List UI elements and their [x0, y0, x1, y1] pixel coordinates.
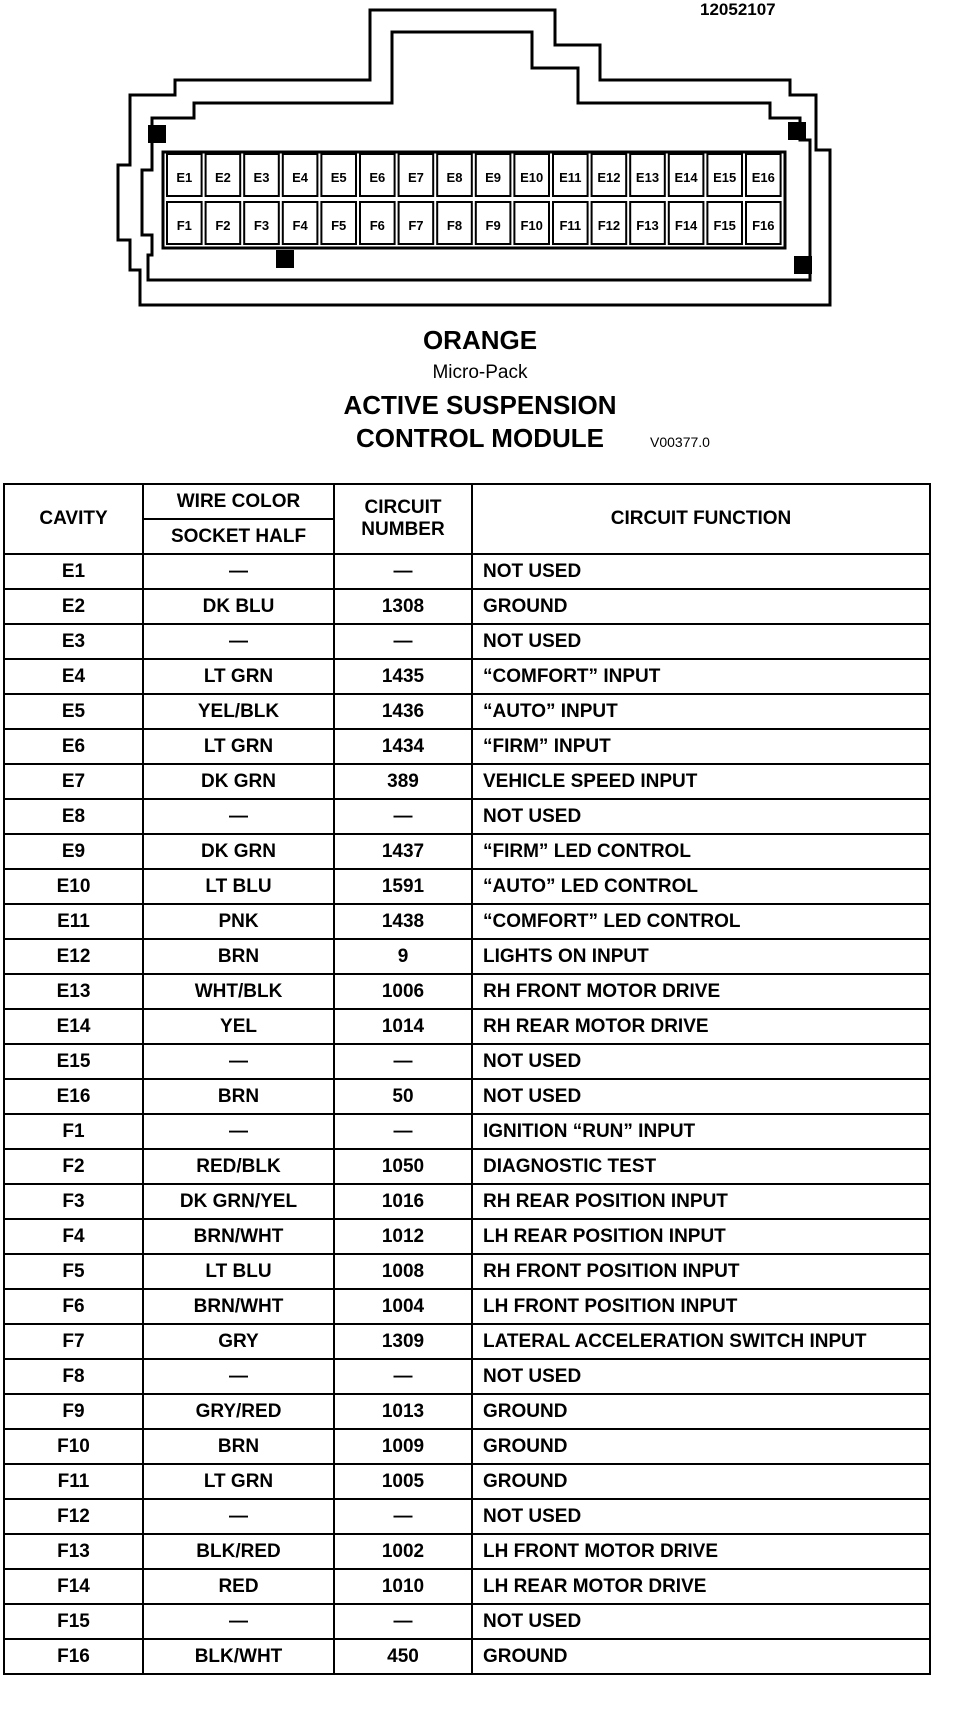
- cavity-grid: [167, 154, 781, 244]
- table-row: [4, 974, 930, 1009]
- cell-cavity: E12: [4, 939, 143, 974]
- cavity-label: E5: [330, 170, 347, 185]
- cavity-label: E8: [446, 170, 463, 185]
- cell-circuit-function: NOT USED: [472, 1079, 930, 1114]
- cell-wire-color: PNK: [143, 904, 334, 939]
- cell-wire-color: LT GRN: [143, 729, 334, 764]
- cell-cavity: F11: [4, 1464, 143, 1499]
- cell-circuit-number: 1308: [334, 589, 472, 624]
- cell-wire-color: RED/BLK: [143, 1149, 334, 1184]
- cell-cavity: E10: [4, 869, 143, 904]
- cell-circuit-function: “COMFORT” LED CONTROL: [472, 904, 930, 939]
- table-row: [4, 1149, 930, 1184]
- cell-circuit-function: “AUTO” INPUT: [472, 694, 930, 729]
- table-row: [4, 1079, 930, 1114]
- cell-circuit-number: 1016: [334, 1184, 472, 1219]
- cavity-label: E3: [253, 170, 270, 185]
- connector-face-diagram: [0, 0, 960, 320]
- cell-cavity: E16: [4, 1079, 143, 1114]
- cell-wire-color: DK GRN/YEL: [143, 1184, 334, 1219]
- cell-circuit-function: GROUND: [472, 1464, 930, 1499]
- cell-wire-color: BLK/WHT: [143, 1639, 334, 1674]
- cell-wire-color: —: [143, 1604, 334, 1639]
- cell-cavity: F5: [4, 1254, 143, 1289]
- cell-wire-color: DK GRN: [143, 764, 334, 799]
- table-row: [4, 624, 930, 659]
- part-number: 12052107: [700, 0, 776, 19]
- cavity-label: F1: [176, 218, 192, 233]
- table-row: [4, 1639, 930, 1674]
- cavity-label: F3: [253, 218, 270, 233]
- cell-wire-color: —: [143, 1114, 334, 1149]
- cell-cavity: F8: [4, 1359, 143, 1394]
- table-row: [4, 1009, 930, 1044]
- cavity-label: F11: [559, 218, 582, 233]
- cell-circuit-number: 1435: [334, 659, 472, 694]
- cell-circuit-number: —: [334, 1044, 472, 1079]
- cell-circuit-number: 1050: [334, 1149, 472, 1184]
- cell-wire-color: BRN: [143, 939, 334, 974]
- cavity-label: F16: [752, 218, 775, 233]
- cell-cavity: F9: [4, 1394, 143, 1429]
- cell-cavity: F16: [4, 1639, 143, 1674]
- cell-cavity: F14: [4, 1569, 143, 1604]
- cell-circuit-number: 1309: [334, 1324, 472, 1359]
- cell-cavity: F1: [4, 1114, 143, 1149]
- cavity-label: E6: [369, 170, 386, 185]
- cell-circuit-function: “FIRM” LED CONTROL: [472, 834, 930, 869]
- cell-circuit-function: RH REAR POSITION INPUT: [472, 1184, 930, 1219]
- cell-circuit-number: 1008: [334, 1254, 472, 1289]
- cell-circuit-function: DIAGNOSTIC TEST: [472, 1149, 930, 1184]
- table-row: [4, 1604, 930, 1639]
- cell-circuit-function: LH REAR POSITION INPUT: [472, 1219, 930, 1254]
- table-row: [4, 869, 930, 904]
- cavity-label: E10: [520, 170, 544, 185]
- cell-wire-color: —: [143, 1359, 334, 1394]
- cavity-label: E2: [214, 170, 231, 185]
- cell-cavity: E1: [4, 554, 143, 589]
- cell-circuit-function: NOT USED: [472, 1604, 930, 1639]
- cell-circuit-function: GROUND: [472, 589, 930, 624]
- cell-circuit-function: RH FRONT POSITION INPUT: [472, 1254, 930, 1289]
- cavity-label: F14: [674, 218, 698, 233]
- table-row: [4, 764, 930, 799]
- table-row: [4, 1464, 930, 1499]
- table-row: [4, 1534, 930, 1569]
- cell-circuit-function: NOT USED: [472, 1359, 930, 1394]
- cell-circuit-number: 389: [334, 764, 472, 799]
- cell-cavity: E14: [4, 1009, 143, 1044]
- cell-circuit-function: LH FRONT POSITION INPUT: [472, 1289, 930, 1324]
- cavity-label: F7: [408, 218, 424, 233]
- cell-circuit-function: NOT USED: [472, 624, 930, 659]
- cavity-label: F12: [597, 218, 621, 233]
- cell-wire-color: —: [143, 799, 334, 834]
- cell-circuit-number: 1438: [334, 904, 472, 939]
- table-row: [4, 1289, 930, 1324]
- cell-circuit-function: NOT USED: [472, 1499, 930, 1534]
- cell-circuit-function: “AUTO” LED CONTROL: [472, 869, 930, 904]
- table-row: [4, 729, 930, 764]
- table-row: [4, 1219, 930, 1254]
- table-row: [4, 659, 930, 694]
- cell-wire-color: DK GRN: [143, 834, 334, 869]
- cell-circuit-function: NOT USED: [472, 1044, 930, 1079]
- table-row: [4, 1429, 930, 1464]
- cell-circuit-function: LH REAR MOTOR DRIVE: [472, 1569, 930, 1604]
- table-row: [4, 904, 930, 939]
- cavity-label: F2: [215, 218, 231, 233]
- cell-circuit-number: 1009: [334, 1429, 472, 1464]
- cavity-label: F10: [520, 218, 543, 233]
- cavity-label: E16: [751, 170, 775, 185]
- cell-cavity: F4: [4, 1219, 143, 1254]
- cell-wire-color: GRY/RED: [143, 1394, 334, 1429]
- header-wire-color: WIRE COLOR: [143, 484, 334, 519]
- key-square-top-left: [148, 125, 166, 143]
- cell-wire-color: LT BLU: [143, 1254, 334, 1289]
- header-circuit-function: CIRCUIT FUNCTION: [472, 484, 930, 554]
- cell-circuit-function: RH FRONT MOTOR DRIVE: [472, 974, 930, 1009]
- table-row: [4, 1394, 930, 1429]
- cell-cavity: E4: [4, 659, 143, 694]
- table-row: [4, 1254, 930, 1289]
- cell-cavity: E7: [4, 764, 143, 799]
- pinout-table-body: [4, 554, 930, 1674]
- module-name-line1: ACTIVE SUSPENSION: [343, 390, 617, 420]
- cell-wire-color: BLK/RED: [143, 1534, 334, 1569]
- connector-housing: [118, 10, 830, 305]
- cell-wire-color: —: [143, 624, 334, 659]
- table-row: [4, 589, 930, 624]
- document-code: V00377.0: [650, 434, 710, 450]
- cell-cavity: F15: [4, 1604, 143, 1639]
- cell-circuit-number: —: [334, 1499, 472, 1534]
- cell-circuit-number: 1010: [334, 1569, 472, 1604]
- table-row: [4, 1499, 930, 1534]
- cell-wire-color: RED: [143, 1569, 334, 1604]
- cell-circuit-function: RH REAR MOTOR DRIVE: [472, 1009, 930, 1044]
- cell-circuit-number: 1004: [334, 1289, 472, 1324]
- cell-circuit-function: IGNITION “RUN” INPUT: [472, 1114, 930, 1149]
- cell-wire-color: GRY: [143, 1324, 334, 1359]
- table-row: [4, 939, 930, 974]
- connector-type: Micro-Pack: [432, 362, 528, 383]
- cell-circuit-number: 9: [334, 939, 472, 974]
- cell-circuit-number: 1013: [334, 1394, 472, 1429]
- cell-wire-color: —: [143, 554, 334, 589]
- table-row: [4, 1044, 930, 1079]
- cavity-label: F6: [369, 218, 385, 233]
- cell-cavity: E6: [4, 729, 143, 764]
- cell-circuit-function: VEHICLE SPEED INPUT: [472, 764, 930, 799]
- cell-circuit-number: 1436: [334, 694, 472, 729]
- table-row: [4, 799, 930, 834]
- cavity-label: E4: [292, 170, 309, 185]
- cell-wire-color: LT GRN: [143, 659, 334, 694]
- cell-cavity: F2: [4, 1149, 143, 1184]
- cell-cavity: E11: [4, 904, 143, 939]
- cell-circuit-function: LIGHTS ON INPUT: [472, 939, 930, 974]
- cell-circuit-number: 1012: [334, 1219, 472, 1254]
- header-circuit-number: CIRCUIT NUMBER: [334, 484, 472, 554]
- cavity-label: E13: [635, 170, 660, 185]
- cell-cavity: E5: [4, 694, 143, 729]
- cell-cavity: F12: [4, 1499, 143, 1534]
- cell-wire-color: BRN/WHT: [143, 1219, 334, 1254]
- table-row: [4, 834, 930, 869]
- cell-circuit-number: —: [334, 799, 472, 834]
- header-cavity: CAVITY: [4, 484, 143, 554]
- header-socket-half: SOCKET HALF: [143, 519, 334, 554]
- cavity-label: F13: [636, 218, 659, 233]
- cell-circuit-number: —: [334, 624, 472, 659]
- cell-cavity: E8: [4, 799, 143, 834]
- cell-cavity: E15: [4, 1044, 143, 1079]
- cell-cavity: F13: [4, 1534, 143, 1569]
- cell-wire-color: LT BLU: [143, 869, 334, 904]
- key-square-top-right: [788, 122, 806, 140]
- cell-circuit-number: 1006: [334, 974, 472, 1009]
- cell-wire-color: DK BLU: [143, 589, 334, 624]
- cell-circuit-number: 1434: [334, 729, 472, 764]
- cell-circuit-number: —: [334, 1114, 472, 1149]
- table-row: [4, 1114, 930, 1149]
- cell-cavity: F7: [4, 1324, 143, 1359]
- table-row: [4, 1359, 930, 1394]
- cavity-label: F9: [485, 218, 501, 233]
- cell-wire-color: —: [143, 1499, 334, 1534]
- cavity-label: F4: [292, 218, 308, 233]
- cell-circuit-number: 1591: [334, 869, 472, 904]
- table-row: [4, 1324, 930, 1359]
- cavity-label: E15: [713, 170, 737, 185]
- cavity-label: E14: [674, 170, 698, 185]
- cell-wire-color: YEL/BLK: [143, 694, 334, 729]
- table-header-row: [4, 484, 930, 519]
- cavity-label: E7: [407, 170, 424, 185]
- cell-wire-color: YEL: [143, 1009, 334, 1044]
- cell-circuit-function: NOT USED: [472, 554, 930, 589]
- cell-circuit-number: 50: [334, 1079, 472, 1114]
- cavity-label: E12: [597, 170, 621, 185]
- cell-circuit-number: 1014: [334, 1009, 472, 1044]
- connector-color: ORANGE: [422, 325, 538, 355]
- cell-wire-color: BRN/WHT: [143, 1289, 334, 1324]
- cell-circuit-number: —: [334, 554, 472, 589]
- cavity-label: F15: [713, 218, 736, 233]
- key-square-bottom-right: [794, 256, 812, 274]
- cell-cavity: E2: [4, 589, 143, 624]
- cell-cavity: E9: [4, 834, 143, 869]
- cell-cavity: F3: [4, 1184, 143, 1219]
- cell-cavity: F10: [4, 1429, 143, 1464]
- cell-circuit-function: “FIRM” INPUT: [472, 729, 930, 764]
- cell-circuit-number: —: [334, 1359, 472, 1394]
- cell-wire-color: WHT/BLK: [143, 974, 334, 1009]
- table-row: [4, 694, 930, 729]
- cavity-grid-frame: [163, 152, 785, 248]
- cavity-label: F8: [446, 218, 463, 233]
- cell-circuit-function: GROUND: [472, 1639, 930, 1674]
- cell-wire-color: —: [143, 1044, 334, 1079]
- module-name-line2: CONTROL MODULE: [356, 423, 604, 453]
- cavity-label: E9: [485, 170, 502, 185]
- cell-circuit-function: “COMFORT” INPUT: [472, 659, 930, 694]
- cell-cavity: F6: [4, 1289, 143, 1324]
- table-row: [4, 1184, 930, 1219]
- table-row: [4, 1569, 930, 1604]
- cavity-label: E1: [176, 170, 193, 185]
- cell-circuit-number: —: [334, 1604, 472, 1639]
- cavity-label: E11: [559, 170, 582, 185]
- cell-circuit-function: GROUND: [472, 1429, 930, 1464]
- cell-wire-color: BRN: [143, 1079, 334, 1114]
- cell-circuit-number: 1437: [334, 834, 472, 869]
- key-square-bottom-left: [276, 250, 294, 268]
- cell-cavity: E13: [4, 974, 143, 1009]
- cell-circuit-function: NOT USED: [472, 799, 930, 834]
- cell-circuit-number: 1002: [334, 1534, 472, 1569]
- table-row: [4, 554, 930, 589]
- cavity-label: F5: [331, 218, 347, 233]
- cell-wire-color: LT GRN: [143, 1464, 334, 1499]
- cell-circuit-function: LATERAL ACCELERATION SWITCH INPUT: [472, 1324, 930, 1359]
- pinout-table: [3, 483, 931, 1675]
- cell-circuit-number: 1005: [334, 1464, 472, 1499]
- cell-circuit-function: LH FRONT MOTOR DRIVE: [472, 1534, 930, 1569]
- cell-circuit-number: 450: [334, 1639, 472, 1674]
- cell-cavity: E3: [4, 624, 143, 659]
- cell-wire-color: BRN: [143, 1429, 334, 1464]
- cell-circuit-function: GROUND: [472, 1394, 930, 1429]
